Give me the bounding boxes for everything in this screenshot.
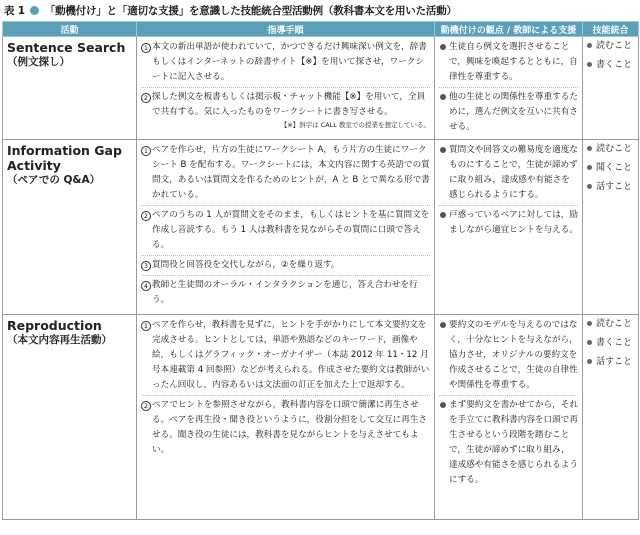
bullet-icon bbox=[587, 43, 592, 48]
skills-cell bbox=[583, 315, 639, 520]
divider bbox=[141, 395, 430, 396]
step-text: ペアを作らせ，教科書を見ずに，ヒントを手がかりにして本文要約文を完成させる。ヒントとしては，単語や熟語などのキーワード，画像や絵，もしくはグラフィック・オーガナイザー（本誌 2012 年 11・12 月号本連載第 4 回参照）などが考えられる。作成させた要約文は教師がいったん回収し，内容あるいは文法面の訂正を加えた上で返却する。 bbox=[152, 320, 430, 390]
skill-item bbox=[587, 143, 634, 156]
step-number-1-icon: 1 bbox=[141, 43, 151, 53]
bullet-icon bbox=[587, 321, 592, 326]
header-row bbox=[3, 22, 639, 37]
step-text: 探した例文を板書もしくは掲示板・チャット機能【※】を用いて，全員で共有する。気に入ったものをワークシートに書き写させる。 bbox=[152, 92, 426, 117]
activity-cell bbox=[3, 37, 137, 140]
bullet-icon bbox=[440, 44, 446, 50]
procedure-cell bbox=[137, 37, 435, 140]
divider bbox=[141, 275, 430, 276]
procedure-step bbox=[141, 318, 430, 393]
bullet-icon bbox=[587, 146, 592, 151]
procedure-step bbox=[141, 40, 430, 85]
step-number-1-icon: 1 bbox=[141, 321, 151, 331]
divider bbox=[141, 87, 430, 88]
table-caption bbox=[4, 3, 457, 19]
divider bbox=[439, 87, 578, 88]
step-text: 本文の新出単語が使われていて，かつできるだけ興味深い例文を，辞書もしくはインターネットの辞書サイト【※】を用いて探させ，ワークシートに記入させる。 bbox=[152, 42, 427, 82]
point-text: 生徒自ら例文を選択させることで，興味を喚起するとともに，自律性を尊重する。 bbox=[449, 42, 578, 82]
header-activity: 活動 bbox=[3, 22, 137, 37]
skill-item bbox=[587, 337, 634, 350]
point-text: 戸惑っているペアに対しては，励ましながら適宜ヒントを与える。 bbox=[449, 210, 578, 235]
bullet-icon bbox=[587, 340, 592, 345]
header-support: 動機付けの観点 / 教師による支援 bbox=[435, 22, 583, 37]
support-point bbox=[439, 318, 578, 393]
activity-cell bbox=[3, 315, 137, 520]
table-row bbox=[3, 37, 639, 140]
point-text: 要約文のモデルを与えるのではなく，十分なヒントを与えながら，協力させ，オリジナルの要約文を作成させることで，生徒の自律性や関係性を尊重する。 bbox=[449, 320, 578, 390]
bullet-icon bbox=[440, 147, 446, 153]
header-skills: 技能統合 bbox=[583, 22, 639, 37]
divider bbox=[141, 255, 430, 256]
activity-cell bbox=[3, 140, 137, 315]
skill-label: 話すこと bbox=[596, 357, 633, 367]
procedure-step bbox=[141, 398, 430, 458]
bullet-icon bbox=[587, 184, 592, 189]
divider bbox=[439, 395, 578, 396]
bullet-icon bbox=[440, 94, 446, 100]
activity-name: Sentence Search bbox=[7, 40, 126, 55]
step-number-2-icon: 2 bbox=[141, 211, 151, 221]
skill-label: 書くこと bbox=[596, 338, 633, 348]
support-point bbox=[439, 143, 578, 203]
step-number-2-icon: 2 bbox=[141, 401, 151, 411]
table-row bbox=[3, 315, 639, 520]
skill-label: 話すこと bbox=[596, 182, 633, 192]
support-cell bbox=[435, 315, 583, 520]
support-point bbox=[439, 398, 578, 488]
skill-label: 聞くこと bbox=[596, 163, 633, 173]
bullet-icon bbox=[587, 62, 592, 67]
step-number-2-icon: 2 bbox=[141, 93, 151, 103]
procedure-cell bbox=[137, 140, 435, 315]
activity-name: Reproduction bbox=[7, 318, 102, 333]
step-text: ペアでヒントを参照させながら，教科書内容を口頭で簡潔に再生させる。ペアを再生役・聞き役というように，役割分担をして交互に再生させる。聞き役の生徒には，教科書を見ながらヒントを与えさせてもよい。 bbox=[152, 400, 428, 455]
support-cell bbox=[435, 140, 583, 315]
activity-subtitle: （ペアでの Q&A） bbox=[7, 174, 101, 186]
procedure-cell bbox=[137, 315, 435, 520]
skill-item bbox=[587, 181, 634, 194]
bullet-icon bbox=[587, 359, 592, 364]
skill-item bbox=[587, 318, 634, 331]
skills-cell bbox=[583, 140, 639, 315]
procedure-step bbox=[141, 278, 430, 308]
step-text: 教師と生徒間のオーラル・インタラクションを通じ，答え合わせを行う。 bbox=[152, 280, 418, 305]
footnote: 【※】斜字は CALL 教室での授業を想定している。 bbox=[280, 121, 430, 129]
procedure-step bbox=[141, 90, 430, 120]
step-text: ペアのうちの 1 人が質問文をそのまま，もしくはヒントを基に質問文を作成し音読する。もう 1 人は教科書を見ながらその質問に口頭で答える。 bbox=[152, 210, 430, 250]
support-cell bbox=[435, 37, 583, 140]
point-text: まず要約文を書かせてから，それを手立てに教科書内容を口頭で再生させるという段階を踏むことで，生徒が諦めずに取り組み，達成感や有能さを感じられるようにする。 bbox=[449, 400, 578, 485]
activity-name: Information Gap Activity bbox=[7, 143, 122, 173]
skill-item bbox=[587, 162, 634, 175]
skill-label: 読むこと bbox=[596, 144, 633, 154]
teal-dot-icon bbox=[30, 6, 39, 15]
skill-item bbox=[587, 40, 634, 53]
bullet-icon bbox=[587, 165, 592, 170]
support-point bbox=[439, 40, 578, 85]
skill-item bbox=[587, 356, 634, 369]
procedure-step bbox=[141, 208, 430, 253]
point-text: 質問文や回答文の難易度を適度なものにすることで，生徒が諦めずに取り組み，達成感や有能さを感じられるようにする。 bbox=[449, 145, 578, 200]
activity-table bbox=[2, 21, 639, 520]
skill-label: 読むこと bbox=[596, 41, 633, 51]
support-point bbox=[439, 90, 578, 135]
procedure-step bbox=[141, 258, 430, 273]
table-number: 表 1 bbox=[4, 5, 25, 17]
skill-label: 書くこと bbox=[596, 60, 633, 70]
step-number-1-icon: 1 bbox=[141, 146, 151, 156]
table-title: 「動機付け」と「適切な支援」を意識した技能統合型活動例（教科書本文を用いた活動） bbox=[44, 5, 457, 17]
support-point bbox=[439, 208, 578, 238]
bullet-icon bbox=[440, 322, 446, 328]
bullet-icon bbox=[440, 212, 446, 218]
bullet-icon bbox=[440, 402, 446, 408]
table-row bbox=[3, 140, 639, 315]
divider bbox=[141, 205, 430, 206]
activity-subtitle: （例文探し） bbox=[7, 56, 70, 68]
header-procedure: 指導手順 bbox=[137, 22, 435, 37]
step-text: ペアを作らせ，片方の生徒にワークシート A，もう片方の生徒にワークシート B を配布する。ワークシートには，本文内容に関する英語での質問文，あるいは質問文を作るためのヒントが，A と B とで異なる形で書かれている。 bbox=[152, 145, 430, 200]
procedure-step bbox=[141, 143, 430, 203]
skill-item bbox=[587, 59, 634, 72]
skill-label: 読むこと bbox=[596, 319, 633, 329]
step-text: 質問役と回答役を交代しながら，②を繰り返す。 bbox=[152, 260, 340, 270]
skills-cell bbox=[583, 37, 639, 140]
divider bbox=[439, 205, 578, 206]
point-text: 他の生徒との関係性を尊重するために，選んだ例文を互いに共有させる。 bbox=[449, 92, 578, 132]
step-number-3-icon: 3 bbox=[141, 261, 151, 271]
activity-subtitle: （本文内容再生活動） bbox=[7, 334, 112, 346]
step-number-4-icon: 4 bbox=[141, 281, 151, 291]
